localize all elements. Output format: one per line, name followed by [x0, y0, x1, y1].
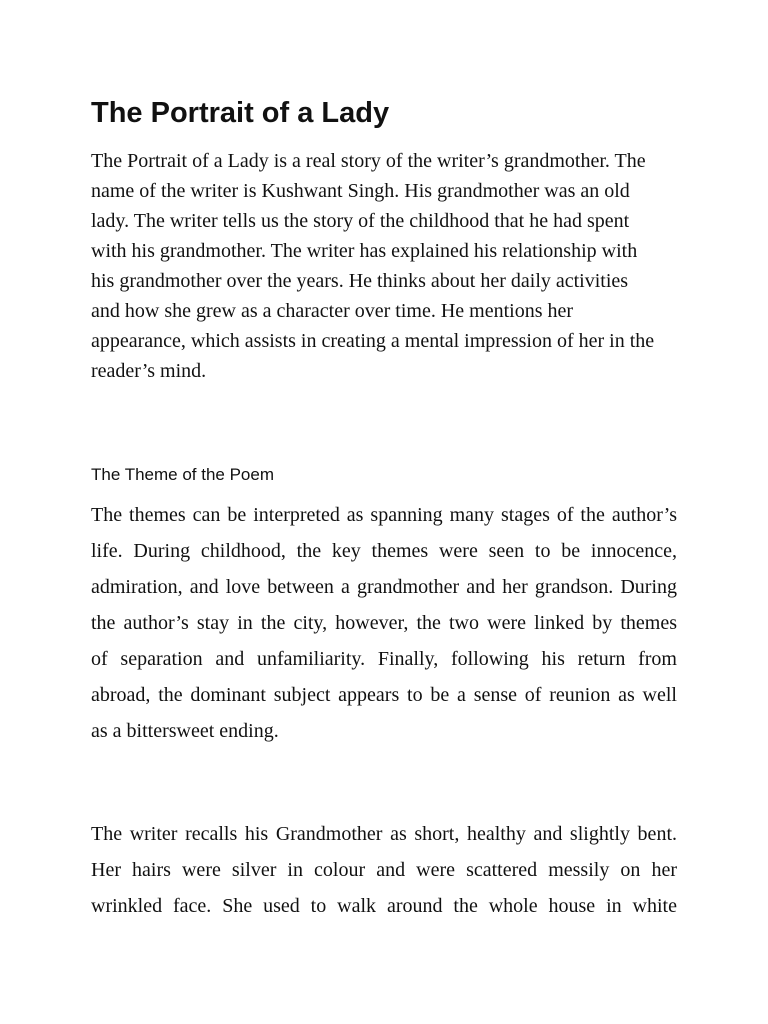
description-paragraph: [91, 816, 677, 924]
theme-paragraph: [91, 497, 677, 749]
text-line: Her hairs were silver in colour and were scattered messily on her: [91, 859, 677, 881]
text-line: The themes can be interpreted as spanning many stages of the author’s: [91, 504, 677, 526]
text-line: name of the writer is Kushwant Singh. His grandmother was an old: [91, 180, 630, 202]
text-line: as a bittersweet ending.: [91, 720, 279, 742]
text-line: wrinkled face. She used to walk around the whole house in white: [91, 895, 677, 917]
theme-heading: The Theme of the Poem: [91, 465, 275, 484]
text-line: appearance, which assists in creating a mental impression of her in the: [91, 330, 655, 352]
document-title: The Portrait of a Lady: [91, 97, 390, 129]
text-line: the author’s stay in the city, however, the two were linked by themes: [91, 612, 677, 634]
text-line: his grandmother over the years. He thinks about her daily activities: [91, 270, 629, 292]
text-line: of separation and unfamiliarity. Finally, following his return from: [91, 648, 677, 670]
text-line: and how she grew as a character over time. He mentions her: [91, 300, 574, 322]
text-line: reader’s mind.: [91, 360, 207, 382]
text-line: admiration, and love between a grandmother and her grandson. During: [91, 576, 677, 598]
text-line: abroad, the dominant subject appears to be a sense of reunion as well: [91, 684, 677, 706]
text-line: The Portrait of a Lady is a real story of the writer’s grandmother. The: [91, 150, 646, 172]
text-line: The writer recalls his Grandmother as short, healthy and slightly bent.: [91, 823, 677, 845]
text-line: with his grandmother. The writer has explained his relationship with: [91, 240, 638, 262]
text-line: lady. The writer tells us the story of the childhood that he had spent: [91, 210, 630, 232]
text-line: life. During childhood, the key themes were seen to be innocence,: [91, 540, 677, 562]
intro-paragraph: [91, 146, 691, 386]
